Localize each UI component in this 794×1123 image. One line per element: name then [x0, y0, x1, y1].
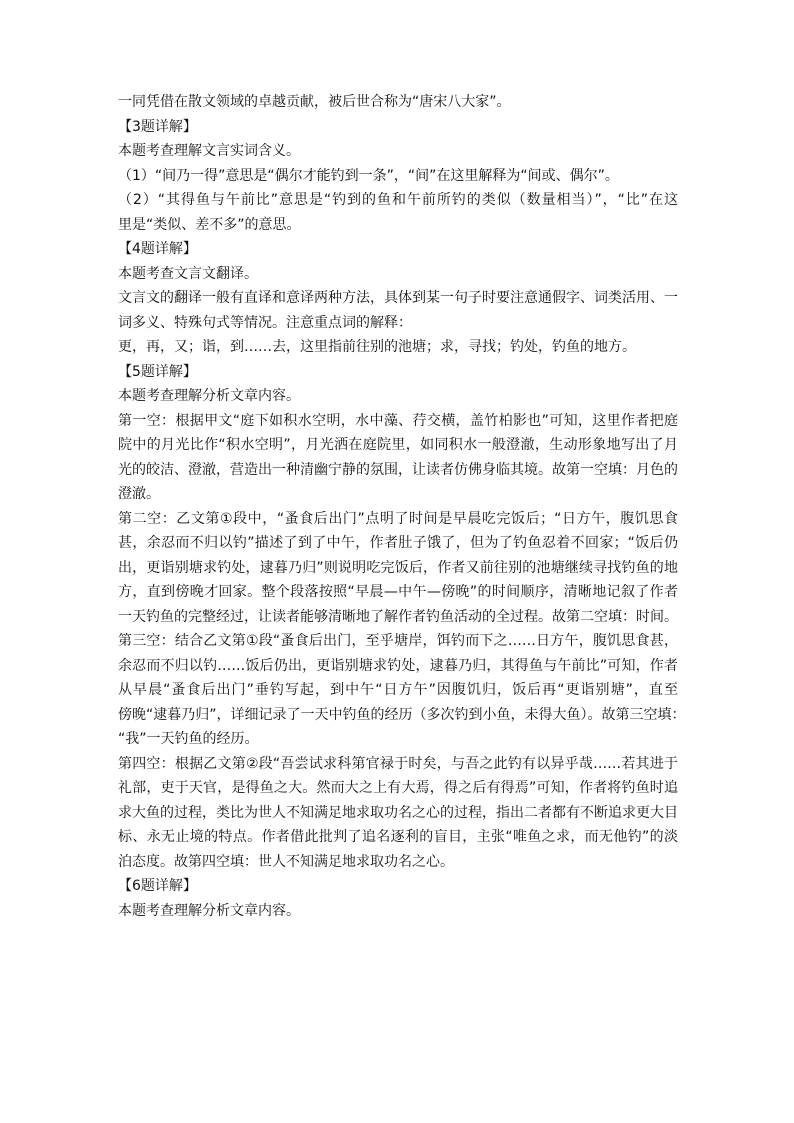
paragraph-line: 第四空：根据乙文第②段“吾尝试求科第官禄于时矣，与吾之此钓有以异乎哉……若其进于: [118, 755, 678, 772]
paragraph-line: 本题考查理解分析文章内容。: [118, 902, 300, 919]
paragraph-line: 澄澈。: [118, 486, 160, 502]
paragraph-line: 第二空：乙文第①段中，“蚤食后出门”点明了时间是早晨吃完饭后；“日方午，腹饥思食: [118, 510, 678, 527]
paragraph-line: 第三空：结合乙文第①段“蚤食后出门，至乎塘岸，饵钓而下之……日方午，腹饥思食甚，: [118, 633, 678, 649]
paragraph-line: 一天钓鱼的完整经过，让读者能够清晰地了解作者钓鱼活动的全过程。故第二空填：时间。: [118, 608, 678, 625]
paragraph-line: 词多义、特殊句式等情况。注意重点词的解释：: [118, 314, 412, 331]
paragraph-line: “我”一天钓鱼的经历。: [118, 731, 259, 747]
paragraph-line: 泊态度。故第四空填：世人不知满足地求取功名之心。: [118, 853, 454, 870]
paragraph-line: 本题考查文言文翻译。: [118, 265, 258, 282]
paragraph-line: 第一空：根据甲文“庭下如积水空明，水中藻、荇交横，盖竹柏影也”可知，这里作者把庭: [118, 412, 678, 429]
paragraph-line: 文言文的翻译一般有直译和意译两种方法，具体到某一句子时要注意通假字、词类活用、一: [118, 290, 678, 306]
paragraph-line: 出，更诣别塘求钓处，逮暮乃归”则说明吃完饭后，作者又前往别的池塘继续寻找钓鱼的地: [118, 559, 678, 576]
document-body: [118, 90, 686, 923]
paragraph-line: 一同凭借在散文领域的卓越贡献，被后世合称为“唐宋八大家”。: [118, 94, 511, 110]
paragraph-line: 求大鱼的过程，类比为世人不知满足地求取功名之心的过程，指出二者都有不断追求更大目: [118, 804, 678, 821]
paragraph-line: 里是“类似、差不多”的意思。: [118, 216, 301, 233]
paragraph-line: 从早晨“蚤食后出门”垂钓写起，到中午“日方午”因腹饥归，饭后再“更诣别塘”，直至: [118, 682, 678, 698]
paragraph-line: 傍晚“逮暮乃归”，详细记录了一天中钓鱼的经历（多次钓到小鱼，未得大鱼）。故第三空填：: [118, 706, 686, 723]
paragraph-line: 本题考查理解文言实词含义。: [118, 143, 300, 159]
paragraph-line: 余忍而不归以钓……饭后仍出，更诣别塘求钓处，逮暮乃归，其得鱼与午前比”可知，作者: [118, 657, 678, 674]
paragraph-line: 更，再，又；诣，到……去，这里指前往别的池塘；求，寻找；钓处，钓鱼的地方。: [118, 339, 636, 355]
paragraph-line: 光的皎洁、澄澈，营造出一种清幽宁静的氛围，让读者仿佛身临其境。故第一空填：月色的: [118, 461, 678, 478]
paragraph-line: 方，直到傍晚才回家。整个段落按照“早晨—中午—傍晚”的时间顺序，清晰地记叙了作者: [118, 584, 678, 600]
paragraph-line: 本题考查理解分析文章内容。: [118, 388, 300, 404]
section-heading: 【6题详解】: [118, 878, 197, 894]
paragraph-line: 院中的月光比作“积水空明”，月光洒在庭院里，如同积水一般澄澈，生动形象地写出了月: [118, 437, 678, 453]
section-heading: 【3题详解】: [118, 118, 197, 135]
paragraph-line: 标、永无止境的特点。作者借此批判了追名逐利的盲目，主张“唯鱼之求，而无他钓”的淡: [118, 829, 678, 845]
paragraph-line: 礼部，吏于天官，是得鱼之大。然而大之上有大焉，得之后有得焉”可知，作者将钓鱼时追: [118, 780, 678, 796]
section-heading: 【4题详解】: [118, 241, 197, 257]
paragraph-line: （1）“间乃一得”意思是“偶尔才能钓到一条”，“间”在这里解释为“间或、偶尔”。: [118, 167, 619, 184]
paragraph-line: 甚，余忍而不归以钓”描述了到了中午，作者肚子饿了，但为了钓鱼忍着不回家；“饭后仍: [118, 535, 678, 551]
section-heading: 【5题详解】: [118, 363, 197, 380]
paragraph-line: （2）“其得鱼与午前比”意思是“钓到的鱼和午前所钓的类似（数量相当）”，“比”在这: [118, 192, 678, 208]
